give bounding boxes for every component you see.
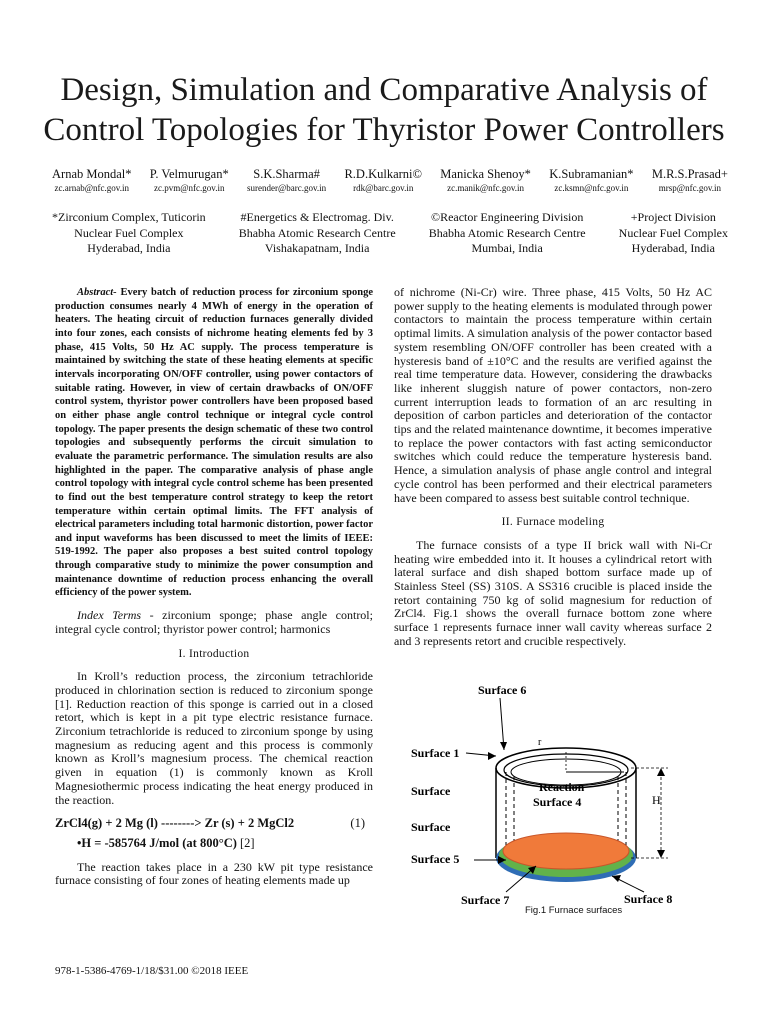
abstract xyxy=(55,286,373,600)
affiliation-line: Mumbai, India xyxy=(471,241,543,255)
affiliation-line: Nuclear Fuel Complex xyxy=(74,225,184,240)
author xyxy=(52,167,132,194)
enthalpy-text: •H = -585764 J/mol (at 800°C) xyxy=(77,835,237,850)
author xyxy=(440,167,531,194)
pointer-head-surface-1 xyxy=(488,752,496,760)
title-line-2: Control Topologies for Thyristor Power Controllers xyxy=(43,112,725,148)
section-heading-introduction: I. Introduction xyxy=(178,647,250,660)
furnace-paragraph: The furnace consists of a type II brick wall with Ni-Cr heating wire embedded into it. It houses a cylindrical retort with lateral surface and dish shaped bottom surface made up of Stainless Steel (SS) 310S. A SS316 crucible is placed inside the retort containing 750 kg of solid magnesium for reduction of ZrCl4. Fig.1 shows the overall furnace bottom zone where surface 1 represents furnace inner wall cavity whereas surface 2 and 3 represents retort and crucible respectively. xyxy=(394,537,712,648)
label-surface-4: Surface 4 xyxy=(533,795,582,809)
author-name: R.D.Kulkarni© xyxy=(344,167,423,181)
affiliation-line: Nuclear Fuel Complex xyxy=(618,225,728,240)
enthalpy-line xyxy=(77,837,373,851)
radius-label: r xyxy=(538,737,542,748)
label-surface-8: Surface 8 xyxy=(624,892,673,906)
author-email: zc.pvm@nfc.gov.in xyxy=(154,183,225,193)
label-surface-3: Surface xyxy=(411,820,451,834)
author xyxy=(247,167,326,194)
author-name: K.Subramanian* xyxy=(549,167,634,181)
author-email: surender@barc.gov.in xyxy=(247,183,327,193)
author-name: M.R.S.Prasad+ xyxy=(651,167,728,181)
right-column xyxy=(394,286,712,649)
affiliation-line: #Energetics & Electromag. Div. xyxy=(240,210,394,224)
copyright-footer: 978-1-5386-4769-1/18/$31.00 ©2018 IEEE xyxy=(55,965,249,977)
affiliation-line: ©Reactor Engineering Division xyxy=(430,210,584,224)
author-email: zc.manik@nfc.gov.in xyxy=(447,183,525,193)
label-surface-1: Surface 1 xyxy=(411,746,460,760)
right-paragraph: of nichrome (Ni-Cr) wire. Three phase, 415 Volts, 50 Hz AC power supply to the heating elements is modulated through power contactors to maintain the process temperature within certain optimal limits. A simulation analysis of the power contactor based system resembling ON/OFF controller has been created with a hysteresis band of ±10°C and the results are verified against the real time temperature data. However, considering the drawbacks like inherent sluggish nature of power contactors, non-zero current interruption leads to formation of an arc resulting in deposition of carbon particles and deterioration of the contactor tips and the related maintenance downtime, it becomes imperative to replace the power contactors with fast acting semiconductor switches which could reduce the temperature hysteresis band. Hence, a simulation analysis of phase angle control and integral cycle control has been performed and their electrical parameters have been compared to assess best suitable control technique. xyxy=(394,285,712,505)
author xyxy=(344,167,422,194)
affiliation xyxy=(619,210,728,257)
index-terms-lead: Index Terms - xyxy=(77,608,154,623)
author xyxy=(549,167,633,194)
author-name: Manicka Shenoy* xyxy=(440,167,531,181)
figure-caption: Fig.1 Furnace surfaces xyxy=(525,905,623,916)
pointer-head-surface-8 xyxy=(612,875,621,882)
equation-number: (1) xyxy=(350,816,365,831)
affiliation xyxy=(429,210,586,257)
height-arrowhead-top xyxy=(657,768,665,776)
author-email: zc.ksmn@nfc.gov.in xyxy=(554,183,629,193)
label-surface-2: Surface xyxy=(411,784,451,798)
author-email: zc.arnab@nfc.gov.in xyxy=(54,183,129,193)
left-column xyxy=(55,286,373,888)
author-name: S.K.Sharma# xyxy=(253,167,320,181)
author-email: mrsp@nfc.gov.in xyxy=(658,183,721,193)
affiliation-line: *Zirconium Complex, Tuticorin xyxy=(52,210,206,224)
height-arrowhead-bottom xyxy=(657,850,665,858)
label-reaction: Reaction xyxy=(539,780,585,794)
paper-title xyxy=(40,70,728,150)
pointer-head-surface-6 xyxy=(500,742,507,750)
affiliation-line: +Project Division xyxy=(630,210,716,224)
title-line-1: Design, Simulation and Comparative Analysis of xyxy=(60,72,708,108)
author-name: Arnab Mondal* xyxy=(52,167,132,181)
introduction-paragraph: In Kroll’s reduction process, the zirconium tetrachloride produced in chlorination section is reduced to zirconium sponge [1]. Reduction reaction of this sponge is carried out in a closed retort, which is kept in a pit type electric resistance furnace. Zirconium tetrachloride is reduced to zirconium sponge by using magnesium as reducing agent and this process is commonly known as Kroll’s magnesium process. The chemical reaction given in equation (1) is commonly known as Kroll Magnesiothermic process indicating the heat energy produced in the reaction. xyxy=(55,669,373,807)
author-email: rdk@barc.gov.in xyxy=(353,183,414,193)
magnesium-charge xyxy=(503,833,629,869)
enthalpy-citation: [2] xyxy=(236,835,255,850)
label-surface-5: Surface 5 xyxy=(411,852,460,866)
affiliation-line: Vishakapatnam, India xyxy=(264,241,370,255)
affiliation xyxy=(52,210,206,257)
index-terms xyxy=(55,609,373,636)
affiliation-line: Bhabha Atomic Research Centre xyxy=(428,225,586,240)
affiliation xyxy=(239,210,396,257)
label-surface-6: Surface 6 xyxy=(478,683,527,697)
label-surface-7: Surface 7 xyxy=(461,893,510,907)
equation-1 xyxy=(55,817,373,831)
author xyxy=(652,167,728,194)
author-list xyxy=(52,167,728,194)
affiliation-line: Bhabha Atomic Research Centre xyxy=(238,225,396,240)
height-label: H xyxy=(652,793,661,807)
furnace-figure xyxy=(406,680,726,920)
section-heading-furnace-modeling: II. Furnace modeling xyxy=(501,516,605,529)
index-terms-body: zirconium sponge; phase angle control; integral cycle control; thyristor power control; harmonics xyxy=(55,608,373,636)
equation-text: ZrCl4(g) + 2 Mg (l) --------> Zr (s) + 2 MgCl2 xyxy=(55,816,295,831)
introduction-paragraph-2: The reaction takes place in a 230 kW pit type resistance furnace consisting of four zones of heating elements made up xyxy=(55,859,373,888)
affiliation-line: Hyderabad, India xyxy=(631,241,715,255)
affiliation-list xyxy=(52,210,728,257)
furnace-diagram xyxy=(406,680,726,920)
author-name: P. Velmurugan* xyxy=(149,167,229,181)
abstract-body: Every batch of reduction process for zirconium sponge production consumes nearly 4 MWh of energy in the operation of heaters. The heating circuit of reduction furnaces generally divided into four zones, each consists of nichrome heating elements fed by 3 phase, 415 Volts, 50 Hz AC supply. The process temperature is maintained by switching the state of these heating elements at specific intervals incorporating ON/OFF controller, using power contactors of suitable rating. However, in view of certain drawbacks of ON/OFF control system, thyristor power controllers have been proposed based on either phase angle control technique or integral cycle control topology. The paper presents the design schematic of these two control topologies and subsequently performs the circuit simulation to evaluate the parametric performance. The simulation results are also highlighted in the paper. The comparative analysis of phase angle control topology with integral cycle control scheme has been presented to find out the best temperature control strategy to keep the retort temperature within certain optimal limits. The FFT analysis of electrical parameters including total harmonic distortion, power factor and input waveforms has been discussed to meet the limits of IEEE: 519-1992. The paper also proposes a best suited control topology through comparative study to minimize the power consumption and maintenance downtime of reduction process enhancing the overall efficiency of the power system. xyxy=(55,287,373,599)
abstract-lead: Abstract- xyxy=(77,287,117,298)
author xyxy=(150,167,229,194)
affiliation-line: Hyderabad, India xyxy=(87,241,171,255)
